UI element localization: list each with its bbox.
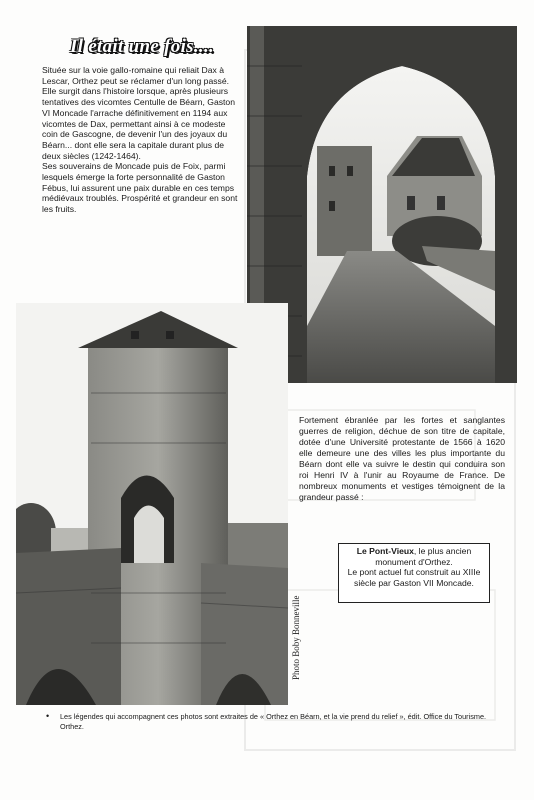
history-paragraph: Fortement ébranlée par les fortes et sanglantes guerres de religion, déchue de son titre de capitale, dotée d'une Université protestante de 1566 à 1620 elle demeure une des villes les plus importante du Béarn dont elle va suivre le destin qui conduira son roi Henri IV à l'unir au Royaume de France. De nombreux monuments et vestiges témoignent de la grandeur passé : bbox=[299, 415, 505, 502]
caption-heading-rest: , le plus ancien monument d'Orthez. bbox=[375, 546, 472, 567]
caption-text: Le pont actuel fut construit au XIIIe siècle par Gaston VII Moncade. bbox=[347, 567, 481, 588]
bridge-tower-photo bbox=[16, 303, 288, 705]
intro-paragraph-3: Ses souverains de Moncade puis de Foix, parmi lesquels émerge la forte personnalité de Gaston Fébus, lui assurent une paix durable en ces temps médiévaux troublés. Prospérité et grandeur en sont les fruits. bbox=[42, 161, 238, 215]
page-title: Il était une fois.... bbox=[70, 36, 215, 57]
intro-paragraph-2: Elle surgit dans l'histoire lorsque, après plusieurs tentatives des vicomtes Centulle de Béarn, Gaston VI Moncade l'arrache définitivement en 1194 aux vicomtes de Dax, permettant ainsi à ce modeste coin de Gascogne, de devenir l'un des joyaux du Béarn... dont elle sera la capitale durant plus de deux siècles (1242-1464). bbox=[42, 86, 235, 161]
caption-box bbox=[338, 543, 490, 603]
intro-paragraph-1: Située sur la voie gallo-romaine qui reliait Dax à Lescar, Orthez peut se réclamer d'un long passé. bbox=[42, 65, 229, 86]
bullet-icon: • bbox=[46, 711, 50, 721]
caption-heading: Le Pont-Vieux bbox=[356, 546, 414, 556]
footnote-text: Les légendes qui accompagnent ces photos sont extraites de « Orthez en Béarn, et la vie prend du relief », édit. Office du Tourisme. Orthez. bbox=[60, 712, 487, 731]
photo-credit: Photo Boby Bonneville bbox=[291, 595, 301, 680]
footnote bbox=[46, 711, 500, 731]
intro-text bbox=[42, 65, 242, 215]
